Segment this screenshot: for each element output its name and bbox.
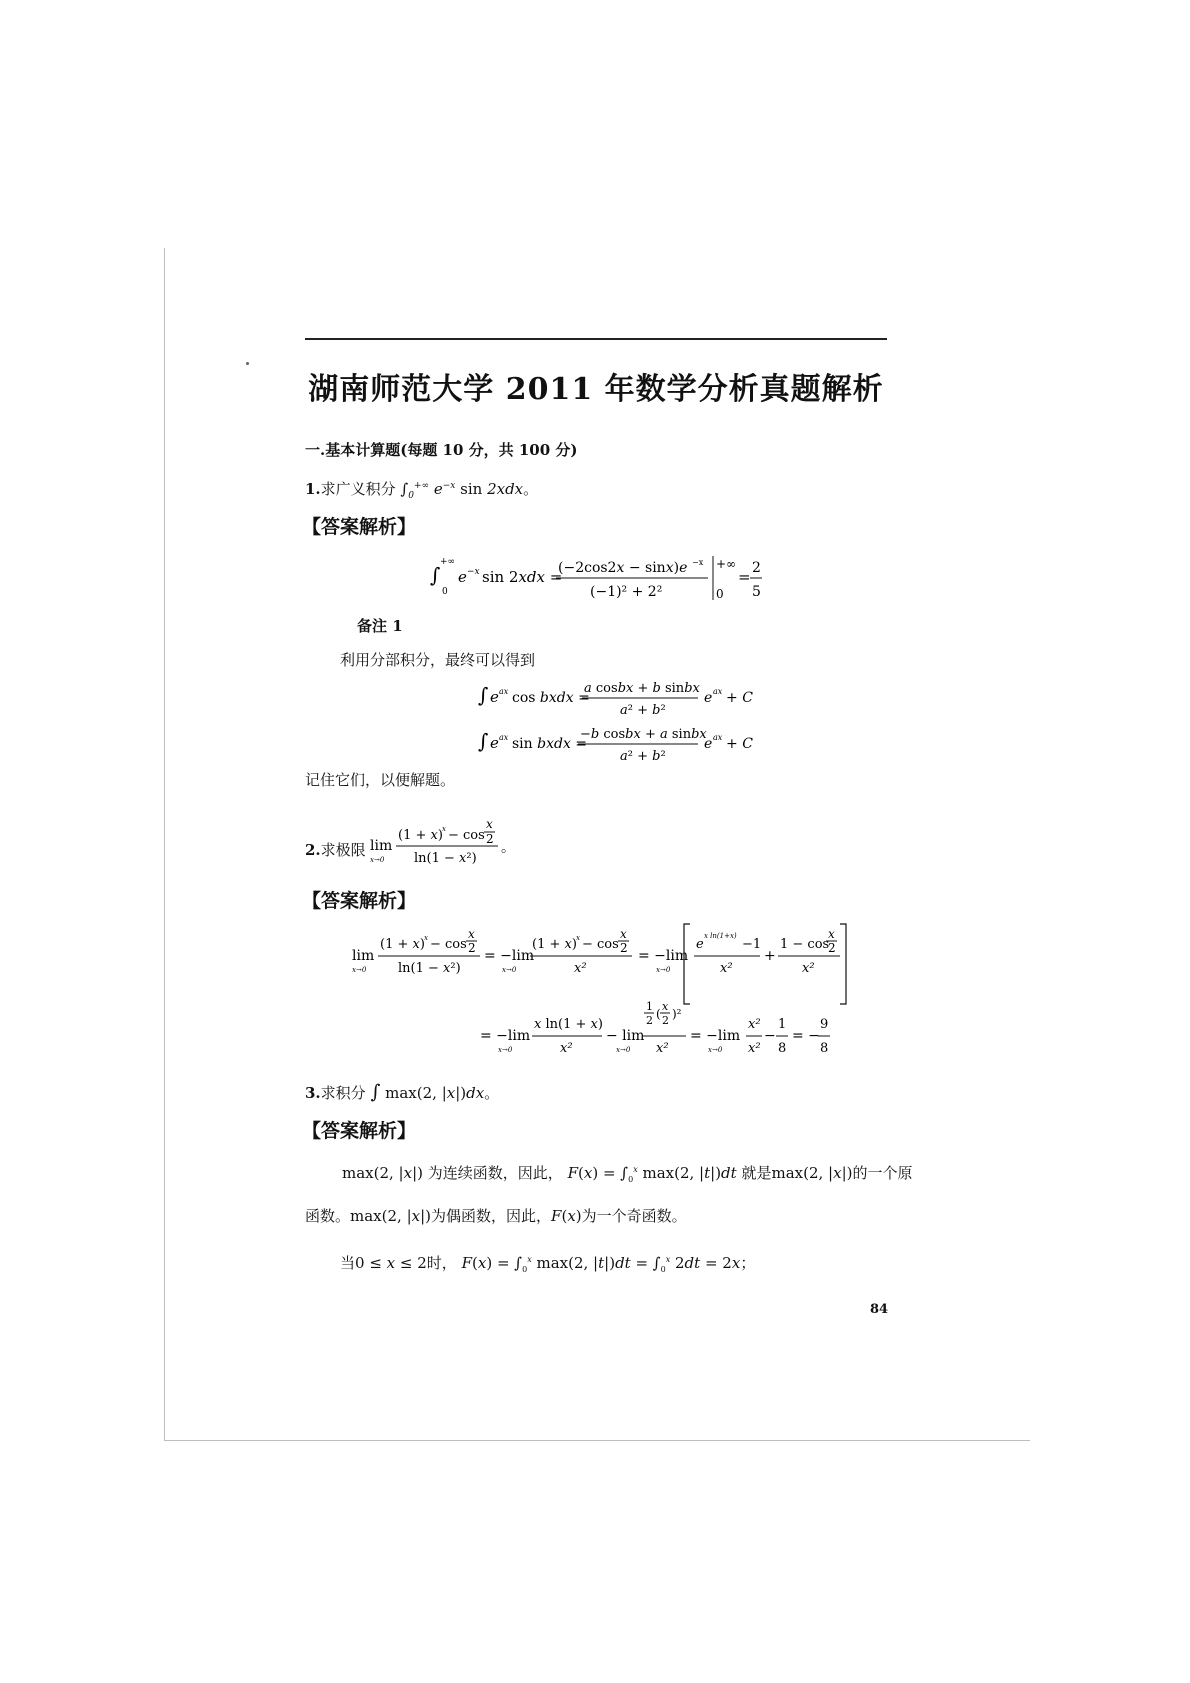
svg-text:x²: x² — [574, 961, 587, 976]
svg-text:− lim: − lim — [606, 1028, 645, 1044]
scan-speck — [246, 362, 249, 365]
svg-text:− cos: − cos — [582, 937, 619, 952]
q3-line3-text-b: 时， — [426, 1254, 457, 1272]
svg-text:∫: ∫ — [478, 729, 489, 753]
svg-text:+ C: + C — [726, 736, 753, 752]
svg-text:x: x — [442, 825, 446, 833]
svg-text:ln(1 − x²): ln(1 − x²) — [398, 961, 461, 976]
q1-note-formulas — [470, 674, 760, 774]
svg-text:x²: x² — [560, 1041, 573, 1056]
svg-text:= −lim: = −lim — [690, 1028, 741, 1044]
svg-text:(1 + x): (1 + x) — [398, 828, 443, 843]
svg-text:e: e — [704, 736, 713, 752]
svg-text:(1 + x): (1 + x) — [380, 937, 425, 952]
svg-text:x: x — [424, 934, 428, 942]
svg-text:9: 9 — [820, 1017, 829, 1032]
q2-solution-equation — [350, 918, 850, 1058]
svg-text:x ln(1 + x): x ln(1 + x) — [534, 1017, 603, 1032]
svg-text:。: 。 — [501, 840, 515, 856]
svg-text:)²: )² — [672, 1007, 682, 1021]
svg-text:−x: −x — [692, 558, 704, 567]
svg-text:2: 2 — [646, 1014, 653, 1027]
svg-text:x→0: x→0 — [498, 1046, 513, 1054]
svg-text:+: + — [764, 948, 776, 964]
svg-text:∫: ∫ — [478, 683, 489, 707]
q1-solution-equation — [420, 548, 760, 608]
svg-text:+∞: +∞ — [716, 557, 737, 571]
q1-integral-formula: $\int_0^{+\infty}$ $e^{-x}$ sin 2xdx — [400, 480, 524, 501]
svg-text:ax: ax — [499, 733, 509, 742]
svg-text:x→0: x→0 — [370, 856, 385, 864]
page-number: 84 — [870, 1302, 889, 1317]
svg-text:x→0: x→0 — [708, 1046, 723, 1054]
svg-text:(: ( — [656, 1007, 661, 1021]
q3-line2-text-a: 函数。 — [305, 1207, 351, 1225]
svg-text:−x: −x — [467, 567, 480, 577]
q2-answer-heading: 【答案解析】 — [302, 890, 417, 912]
q3-line1-text-a: 为连续函数，因此， — [427, 1164, 563, 1182]
svg-text:cos bxdx =: cos bxdx = — [512, 690, 590, 706]
svg-text:8: 8 — [820, 1041, 829, 1056]
q3-line2-text-b: 为偶函数，因此， — [431, 1207, 552, 1225]
q2-limit-formula — [368, 812, 518, 878]
svg-text:sin bxdx =: sin bxdx = — [512, 736, 588, 752]
svg-text:x: x — [468, 927, 475, 941]
svg-text:= −lim: = −lim — [638, 948, 689, 964]
svg-text:5: 5 — [752, 584, 761, 600]
svg-text:lim: lim — [352, 948, 375, 964]
svg-text:x→0: x→0 — [502, 966, 517, 974]
svg-text:2: 2 — [752, 560, 761, 576]
scan-edge-left — [164, 248, 165, 1440]
svg-text:−: − — [764, 1028, 776, 1044]
q3-number: 3. — [305, 1084, 321, 1102]
svg-text:= −lim: = −lim — [480, 1028, 531, 1044]
svg-text:= −: = − — [792, 1028, 820, 1044]
q1-note-text: 利用分部积分，最终可以得到 — [340, 651, 536, 669]
svg-text:a² + b²: a² + b² — [620, 749, 666, 764]
svg-text:x²: x² — [656, 1041, 669, 1056]
page-title: 湖南师范大学 2011 年数学分析真题解析 — [308, 372, 884, 407]
svg-text:−1: −1 — [742, 937, 762, 952]
q1-answer-heading: 【答案解析】 — [302, 516, 417, 538]
q3-line1-text-b: 就是 — [741, 1164, 772, 1182]
svg-text:2: 2 — [620, 941, 628, 955]
svg-text:=: = — [738, 568, 751, 586]
svg-text:ln(1 − x²): ln(1 − x²) — [414, 851, 477, 866]
q2-question — [305, 840, 366, 860]
q3-answer-heading: 【答案解析】 — [302, 1120, 417, 1142]
svg-text:lim: lim — [370, 838, 393, 854]
svg-text:(−2cos2x − sinx)e: (−2cos2x − sinx)e — [558, 560, 688, 576]
svg-text:x: x — [486, 817, 493, 831]
svg-text:x²: x² — [802, 961, 815, 976]
svg-text:ax: ax — [713, 733, 723, 742]
q3-line1-text-c: 的一个原 — [852, 1164, 913, 1182]
svg-text:1: 1 — [778, 1017, 787, 1032]
scan-edge-bottom — [164, 1440, 1030, 1441]
svg-text:2: 2 — [828, 941, 836, 955]
q3-line2-text-c: 为一个奇函数。 — [581, 1207, 687, 1225]
svg-text:a² + b²: a² + b² — [620, 703, 666, 718]
svg-text:x→0: x→0 — [616, 1046, 631, 1054]
q1-note-title: 备注 1 — [357, 617, 403, 635]
svg-text:∫: ∫ — [430, 563, 441, 587]
header-rule — [305, 338, 887, 340]
svg-text:ax: ax — [499, 687, 509, 696]
q1-remember: 记住它们，以便解题。 — [305, 771, 456, 789]
svg-text:−b cosbx + a sinbx: −b cosbx + a sinbx — [580, 727, 707, 742]
svg-text:x: x — [828, 927, 835, 941]
svg-text:+ C: + C — [726, 690, 753, 706]
svg-text:2: 2 — [486, 832, 494, 846]
svg-text:x→0: x→0 — [352, 966, 367, 974]
svg-text:e: e — [704, 690, 713, 706]
svg-text:x²: x² — [748, 1041, 761, 1056]
svg-text:− cos: − cos — [448, 828, 485, 843]
svg-text:x²: x² — [748, 1017, 761, 1032]
q1-prompt: 求广义积分 — [320, 480, 396, 498]
svg-text:a cosbx + b sinbx: a cosbx + b sinbx — [584, 681, 700, 696]
svg-text:e: e — [458, 568, 467, 586]
q3-integral-formula: ∫ max(2, |x|)dx — [370, 1081, 485, 1103]
svg-text:e: e — [490, 734, 499, 752]
svg-text:= −lim: = −lim — [484, 948, 535, 964]
svg-text:x ln(1+x): x ln(1+x) — [704, 932, 737, 940]
svg-text:x: x — [576, 934, 580, 942]
q3-line3-text-a: 当 — [340, 1254, 356, 1272]
q1-number: 1. — [305, 480, 321, 498]
svg-text:(1 + x): (1 + x) — [532, 937, 577, 952]
svg-text:x: x — [662, 1000, 669, 1013]
svg-text:x→0: x→0 — [656, 966, 671, 974]
svg-text:− cos: − cos — [430, 937, 467, 952]
svg-text:sin 2xdx =: sin 2xdx = — [482, 568, 563, 586]
svg-text:+∞: +∞ — [440, 557, 456, 567]
q2-number: 2. — [305, 841, 321, 859]
svg-text:2: 2 — [468, 941, 476, 955]
q3-line2: 函数。max(2, |x|)为偶函数，因此，F(x)为一个奇函数。 — [305, 1207, 687, 1225]
svg-text:ax: ax — [713, 687, 723, 696]
q3-line1: max(2, |x|) 为连续函数，因此， $F(x) = \int_0^x$ max(2, |t|)dt 就是max(2, |x|)的一个原 — [342, 1164, 913, 1184]
svg-text:e: e — [490, 688, 499, 706]
svg-text:x: x — [620, 927, 627, 941]
q2-prompt: 求极限 — [320, 841, 366, 859]
svg-text:x²: x² — [720, 961, 733, 976]
q3-line3: 当0 ≤ x ≤ 2时， $F(x) = \int_0^x$ max(2, $|t|)dt = \int_0^x$ 2dt = 2x； — [340, 1254, 756, 1274]
q3-question: 3.求积分 ∫ max(2, |x|)dx。 — [305, 1081, 500, 1103]
svg-text:e: e — [696, 937, 704, 952]
svg-text:8: 8 — [778, 1041, 787, 1056]
svg-text:0: 0 — [442, 587, 448, 597]
q3-prompt: 求积分 — [320, 1084, 366, 1102]
svg-text:0: 0 — [716, 587, 724, 601]
svg-text:1 − cos: 1 − cos — [780, 937, 830, 952]
section-heading: 一.基本计算题(每题 10 分，共 100 分) — [305, 441, 578, 459]
svg-text:2: 2 — [662, 1014, 669, 1027]
svg-text:(−1)² + 2²: (−1)² + 2² — [590, 584, 663, 600]
q1-question: 1.求广义积分 $\int_0^{+\infty}$ $e^{-x}$ sin 2xdx。 — [305, 480, 539, 501]
svg-text:1: 1 — [646, 1000, 653, 1013]
